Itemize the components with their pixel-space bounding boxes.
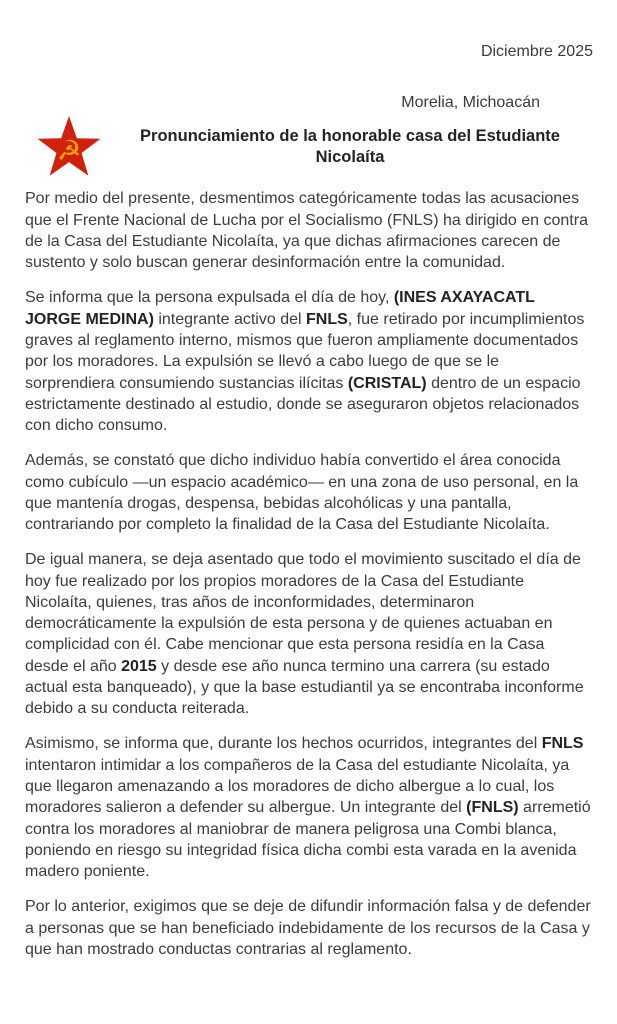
paragraph: Se informa que la persona expulsada el día de hoy, (INES AXAYACATL JORGE MEDINA) integrante activo del FNLS, fue retirado por incumplimientos graves al reglamento interno, mismos que fueron ampliamente documentados por los moradores. La expulsión se llevó a cabo luego de que se le sorprendiera consumiendo sustancias ilícitas (CRISTAL) dentro de un espacio estrictamente destinado al estudio, donde se aseguraron objetos relacionados con dicho consumo. [25, 289, 585, 435]
paragraph: Asimismo, se informa que, durante los hechos ocurridos, integrantes del FNLS intentaron intimidar a los compañeros de la Casa del estudiante Nicolaíta, ya que llegaron amenazando a los moradores de dicho albergue a lo cual, los moradores salieron a defender su albergue. Un integrante del (FNLS) arremetió contra los moradores al maniobrar de manera peligrosa una Combi blanca, poniendo en riesgo su integridad física dicha combi esta varada en la avenida madero poniente. [25, 735, 591, 881]
paragraph: Por medio del presente, desmentimos categóricamente todas las acusaciones que el Frente Nacional de Lucha por el Socialismo (FNLS) ha dirigido en contra de la Casa del Estudiante Nicolaíta, ya que dichas afirmaciones carecen de sustento y solo buscan generar desinformación entre la comunidad. [25, 190, 588, 272]
document-body [0, 188, 617, 960]
paragraph: De igual manera, se deja asentado que todo el movimiento suscitado el día de hoy fue realizado por los propios moradores de la Casa del Estudiante Nicolaíta, quienes, tras años de inconformidades, determinaron democráticamente la expulsión de esta persona y de quienes actuaban en complicidad con él. Cabe mencionar que esta persona residía en la Casa desde el año 2015 y desde ese año nunca termino una carrera (su estado actual esta banqueado), y que la base estudiantil ya se encontraba inconforme debido a su conducta reiterada. [25, 551, 584, 718]
hammer-sickle-icon: ☭ [56, 134, 82, 168]
paragraph: Por lo anterior, exigimos que se deje de difundir información falsa y de defender a personas que se han beneficiado indebidamente de los recursos de la Casa y que han mostrado conductas contrarias al reglamento. [25, 898, 591, 958]
document-title: Pronunciamiento de la honorable casa del Estudiante Nicolaíta [140, 127, 560, 166]
paragraph: Además, se constató que dicho individuo había convertido el área conocida como cubículo —un espacio académico— en una zona de uso personal, en la que mantenía drogas, despensa, bebidas alcohólicas y una pantalla, contrariando por completo la finalidad de la Casa del Estudiante Nicolaíta. [25, 452, 579, 534]
document-location: Morelia, Michoacán [401, 94, 540, 112]
red-star-hammer-sickle-logo [36, 114, 102, 178]
document-date: Diciembre 2025 [480, 43, 593, 60]
document-header [0, 114, 617, 178]
